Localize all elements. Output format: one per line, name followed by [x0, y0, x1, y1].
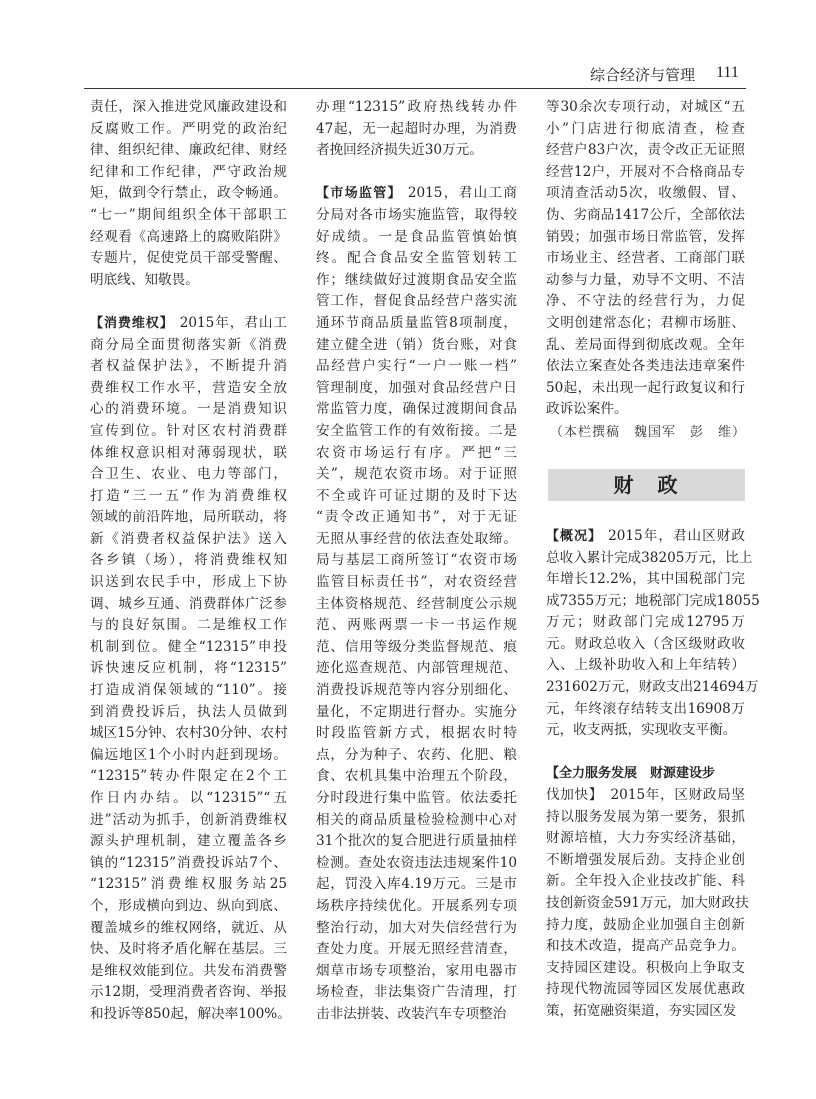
text-line: 文明创建常态化；君柳市场脏、 [546, 314, 745, 331]
section-heading: 财 政 [548, 469, 745, 501]
text-line: 消费投诉规范等内容分别细化、 [316, 682, 517, 699]
text-line: 农资市场运行有序。严把“三 [316, 444, 517, 461]
text-line: 场秩序持续优化。开展系列专项 [316, 897, 517, 914]
text-line: 时段监管新方式，根据农时特 [316, 725, 517, 742]
text-line: 和技术改造，提高产品竞争力。 [546, 938, 745, 955]
text-line: 总收入累计完成38205万元，比上 [546, 549, 753, 566]
text-line: 等30余次专项行动，对城区“五 [546, 99, 745, 115]
text-line: 纪律和工作纪律，严守政治规 [90, 163, 287, 180]
text-line: 费维权工作水平，营造安全放 [90, 379, 287, 396]
text-line: 不全或许可证过期的及时下达 [316, 487, 517, 504]
paragraph-label: 【市场监管】 [316, 186, 402, 202]
text-line: 领域的前沿阵地，局所联动，将 [90, 509, 287, 526]
text-line: 财源培植，大力夯实经济基础， [546, 830, 745, 847]
text-line: 分局对各市场实施监管，取得较 [316, 206, 517, 223]
text-line: 持以服务发展为第一要务，狠抓 [546, 808, 745, 825]
text-line: 心的消费环境。一是消费知识 [90, 401, 287, 418]
text-line: 231602万元，财政支出214694万 [546, 679, 759, 696]
text-line: 元，收支两抵，实现收支平衡。 [546, 722, 737, 739]
paragraph-label: 【消费维权】 [90, 315, 174, 331]
text-line: 整治行动，加大对失信经营行为 [316, 919, 517, 936]
text-line: 市场业主、经营者、工商部门联 [546, 250, 745, 267]
text-column-3 [546, 97, 760, 1023]
text-line: 偏远地区1个小时内赶到现场。 [90, 746, 287, 763]
text-line-content: 2015，君山工商 [407, 185, 517, 202]
text-line: 伐加快】 2015年，区财政局坚 [546, 787, 745, 804]
paragraph [90, 313, 291, 1026]
text-line-content: 2015年，君山区财政 [608, 527, 745, 544]
page-number: 111 [716, 64, 739, 81]
text-line: 点，分为种子、农药、化肥、粮 [316, 746, 517, 763]
text-line: 新。全年投入企业技改扩能、科 [546, 873, 745, 890]
text-line: 作；继续做好过渡期食品安全监 [316, 271, 517, 288]
text-line: 依法立案查处各类违法违章案件 [546, 358, 745, 375]
text-line: 场检查，非法集资广告清理，打 [316, 984, 517, 1001]
text-line: 范、两账两票一卡一书运作规 [316, 617, 517, 634]
text-line: 局与基层工商所签订“农资市场 [316, 552, 517, 569]
text-line: 主体资格规范、经营制度公示规 [316, 595, 517, 612]
text-line: 范、信用等级分类监督规范、痕 [316, 638, 517, 655]
text-line: “12315”消费维权服务站25 [90, 876, 287, 893]
text-line: 持力度，鼓励企业加强自主创新 [546, 916, 745, 933]
text-line: 品经营户实行“一户一账一档” [316, 358, 517, 375]
text-line: 政诉讼案件。 [546, 401, 628, 418]
header-rule [84, 88, 746, 89]
text-line [316, 183, 517, 205]
text-line: 50起，未出现一起行政复议和行 [546, 379, 745, 396]
text-line: 成7355万元；地税部门完成18055 [546, 592, 760, 609]
text-line: 是维权效能到位。共发布消费警 [90, 962, 287, 979]
text-line: 通环节商品质量监管8项制度， [316, 314, 517, 331]
text-line [546, 526, 745, 548]
text-line: 示12期，受理消费者咨询、举报 [90, 984, 287, 1001]
text-line: 监管目标责任书”，对农资经营 [316, 574, 517, 591]
text-line [90, 313, 287, 335]
text-line: 支持园区建设。积极向上争取支 [546, 959, 745, 976]
text-line: 到消费投诉后，执法人员做到 [90, 703, 287, 720]
text-line: 元。财政总收入（含区级财政收 [546, 635, 745, 652]
text-line: 宣传到位。针对区农村消费群 [90, 422, 287, 439]
text-line: 持现代物流园等园区发展优惠政 [546, 981, 745, 998]
text-line: 机制到位。健全“12315”申投 [90, 638, 287, 655]
text-line-content: 2015年，君山工 [179, 314, 287, 331]
text-line: 击非法拼装、改装汽车专项整治 [316, 1005, 507, 1022]
text-line: 商分局全面贯彻落实新《消费 [90, 336, 287, 353]
text-line: 无照从事经营的依法查处取缔。 [316, 530, 517, 547]
text-line: 伪、劣商品1417公斤，全部依法 [546, 206, 745, 223]
paragraph [546, 763, 749, 1022]
paragraph [316, 97, 517, 162]
running-header-title: 综合经济与管理 [590, 66, 696, 84]
text-line: 镇的“12315”消费投诉站7个、 [90, 854, 287, 871]
text-line: 小”门店进行彻底清查，检查 [546, 120, 745, 137]
text-line: 者挽回经济损失近30万元。 [316, 142, 483, 159]
text-line: 经营户83户次，责令改正无证照 [546, 142, 745, 159]
text-line: 销毁；加强市场日常监管，发挥 [546, 228, 745, 245]
text-column-2 [316, 97, 517, 1026]
author-attribution: （本栏撰稿 魏国军 彭 维） [550, 424, 747, 440]
text-line: 关”，规范农资市场。对于证照 [316, 466, 517, 483]
text-line: 管工作，督促食品经营户落实流 [316, 293, 517, 310]
text-line: 迹化巡查规范、内部管理规范、 [316, 660, 517, 677]
text-line: 识送到农民手中，形成上下协 [90, 574, 287, 591]
text-line: 打造“三一五”作为消费维权 [90, 487, 287, 504]
text-line: 管理制度，加强对食品经营户日 [316, 379, 517, 396]
text-line: 者权益保护法》，不断提升消 [90, 358, 287, 375]
text-line: 入、上级补助收入和上年结转） [546, 657, 745, 674]
text-line: 合卫生、农业、电力等部门， [90, 466, 287, 483]
text-line: “责令改正通知书”，对于无证 [316, 509, 517, 526]
text-line: 动参与力量，劝导不文明、不洁 [546, 271, 745, 288]
text-line: 分时段进行集中监管。依法委托 [316, 790, 517, 806]
text-line: 烟草市场专项整治，家用电器市 [316, 962, 517, 979]
text-line: 不断增强发展后劲。支持企业创 [546, 851, 745, 868]
text-line: 好成绩。一是食品监管慎始慎 [316, 228, 517, 245]
text-line: 项清查活动5次，收缴假、冒、 [546, 185, 745, 202]
text-line: 策，拓宽融资渠道，夯实园区发 [546, 1002, 737, 1019]
text-line: 量化，不定期进行督办。实施分 [316, 703, 517, 720]
text-line: 常监管力度，确保过渡期间食品 [316, 401, 517, 418]
text-line: 调、城乡互通、消费群体广泛参 [90, 595, 287, 612]
text-line: 经营12户，开展对不合格商品专 [546, 163, 745, 180]
paragraph-label: 【全力服务发展 财源建设步 [546, 766, 716, 782]
paragraph [316, 183, 517, 1025]
paragraph [546, 97, 745, 421]
text-line: 年增长12.2%，其中国税部门完 [546, 571, 745, 588]
text-line: 打造成消保领域的“110”。接 [90, 682, 287, 699]
text-line: 安全监管工作的有效衔接。二是 [316, 422, 517, 439]
text-line: 万元；财政部门完成12795万 [546, 614, 745, 631]
text-column-1 [90, 97, 291, 1026]
paragraph [546, 526, 760, 742]
text-line: 相关的商品质量检验检测中心对 [316, 811, 517, 828]
text-line: 查处力度。开展无照经营清查， [316, 941, 517, 958]
text-line: 食、农机具集中治理五个阶段， [316, 768, 517, 785]
text-line: 城区15分钟、农村30分钟、农村 [90, 725, 288, 742]
text-line: 乱、差局面得到彻底改观。全年 [546, 336, 745, 353]
text-line: 个，形成横向到边、纵向到底、 [90, 897, 287, 914]
text-line: 律、组织纪律、廉政纪律、财经 [90, 142, 287, 159]
paragraph-gap [90, 291, 287, 313]
text-line: “12315”转办件限定在2个工 [90, 768, 287, 785]
text-line: 体维权意识相对薄弱现状，联 [90, 444, 287, 461]
text-line: 反腐败工作。严明党的政治纪 [90, 120, 287, 137]
text-line: 诉快速反应机制，将“12315” [90, 660, 287, 677]
text-line: 源头护理机制，建立覆盖各乡 [90, 833, 287, 850]
text-line: 元，年终滚存结转支出16908万 [546, 700, 745, 717]
text-line: 31个批次的复合肥进行质量抽样 [316, 833, 517, 850]
paragraph-gap [546, 742, 745, 764]
text-line: 专题片，促使党员干部受警醒、 [90, 250, 287, 267]
text-line: 终。配合食品安全监管划转工 [316, 250, 517, 267]
text-line: “七一”期间组织全体干部职工 [90, 206, 287, 223]
text-line: 经观看《高速路上的腐败陷阱》 [90, 228, 287, 245]
paragraph [90, 97, 287, 291]
text-line: 进”活动为抓手，创新消费维权 [90, 811, 287, 828]
text-line: 责任，深入推进党风廉政建设和 [90, 99, 287, 115]
text-line: 起，罚没入库4.19万元。三是市 [316, 876, 517, 893]
text-line: 技创新资金591万元，加大财政扶 [546, 895, 749, 911]
text-line: 建立健全进（销）货台账，对食 [316, 336, 517, 353]
text-line: 新《消费者权益保护法》送入 [90, 530, 287, 547]
paragraph-gap [316, 162, 517, 184]
paragraph-label: 【概况】 [546, 528, 603, 544]
text-line: 与的良好氛围。二是维权工作 [90, 617, 287, 634]
text-line: 明底线、知敬畏。 [90, 271, 199, 288]
text-line: 检测。查处农资违法违规案件10 [316, 854, 517, 871]
text-line: 矩，做到令行禁止，政令畅通。 [90, 185, 287, 202]
text-line [546, 763, 745, 785]
text-line: 和投诉等850起，解决率100%。 [90, 1005, 291, 1022]
text-line: 办理“12315”政府热线转办件 [316, 99, 517, 115]
text-line: 各乡镇（场），将消费维权知 [90, 552, 287, 569]
text-line: 净、不守法的经营行为，力促 [546, 293, 745, 310]
text-line: 作日内办结。以“12315”“五 [90, 790, 287, 806]
text-line: 47起，无一起超时办理，为消费 [316, 120, 517, 137]
text-line: 快、及时将矛盾化解在基层。三 [90, 941, 287, 958]
text-line: 覆盖城乡的维权网络，就近、从 [90, 919, 287, 936]
